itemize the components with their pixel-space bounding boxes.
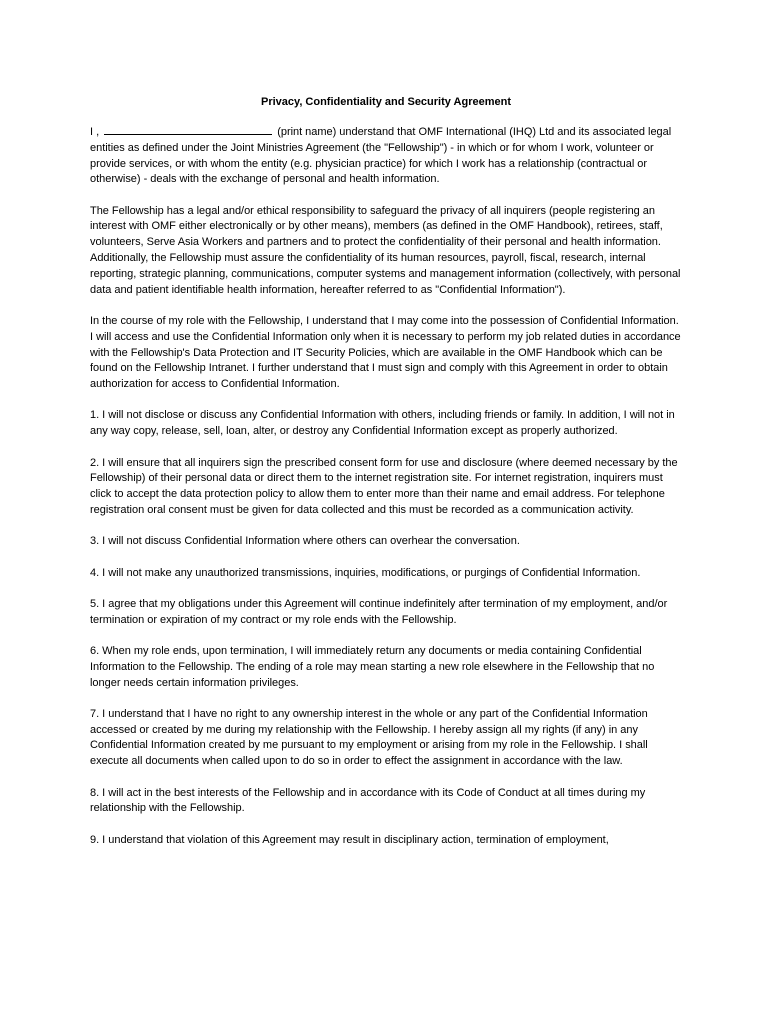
clause-9: 9. I understand that violation of this Agreement may result in disciplinary action, termination of employment, (90, 833, 609, 846)
intro-prefix: I , (90, 126, 100, 138)
clause-3: 3. I will not discuss Confidential Information where others can overhear the conversation. (90, 535, 520, 548)
intro-suffix: (print name) understand that OMF International (IHQ) Ltd and its associated legal entities as defined under the Joint Ministries Agreement (the "Fellowship") - in which or for whom I work, volunteer or provide services, or with whom the entity (e.g. physician practice) for which I work has a relationship (contractual or otherwise) - deals with the exchange of personal and health information. (90, 126, 672, 186)
role-paragraph-continuation: authorization for access to Confidential Information. (90, 378, 340, 391)
document-title: Privacy, Confidentiality and Security Agreement (260, 96, 511, 108)
document-body (90, 94, 682, 864)
intro-paragraph (90, 124, 682, 188)
role-paragraph (90, 314, 682, 393)
clause-1: 1. I will not disclose or discuss any Confidential Information with others, including friends or family. In addition, I will not in any way copy, release, sell, loan, alter, or destroy any Confidential Information except as properly authorized. (90, 409, 675, 438)
clause-4: 4. I will not make any unauthorized transmissions, inquiries, modifications, or purgings of Confidential Information. (90, 566, 641, 579)
print-name-blank (104, 124, 272, 135)
clause-5: 5. I agree that my obligations under this Agreement will continue indefinitely after termination of my employment, and/or termination or expiration of my contract or my role ends with the Fellowship. (90, 597, 668, 626)
clause-6: 6. When my role ends, upon termination, I will immediately return any documents or media containing Confidential Information to the Fellowship. The ending of a role may mean starting a new role elsewhere in the Fellowship that no longer needs certain information privileges. (90, 644, 655, 689)
clause-8: 8. I will act in the best interests of the Fellowship and in accordance with its Code of Conduct at all times during my relationship with the Fellowship. (90, 786, 646, 815)
clause-7: 7. I understand that I have no right to any ownership interest in the whole or any part of the Confidential Information accessed or created by me during my relationship with the Fellowship. I hereby assign all my rights (if any) in any Confidential Information created by me pursuant to my employment or arising from my role in the Fellowship. I shall execute all documents when called upon to do so in order to effect the assignment in accordance with the law. (90, 707, 648, 768)
role-paragraph-main: In the course of my role with the Fellowship, I understand that I may come into the possession of Confidential Information. I will access and use the Confidential Information only when it is necessary to perform my job related duties in accordance with the Fellowship's Data Protection and IT Security Policies, which are available in the OMF Handbook which can be found on the Fellowship Intranet. I further understand that I must sign and comply with this Agreement in order to obtain (90, 314, 681, 375)
clause-2: 2. I will ensure that all inquirers sign the prescribed consent form for use and disclosure (where deemed necessary by the Fellowship) of their personal data or direct them to the internet registration site. For internet registration, inquirers must click to accept the data protection policy to allow them to enter more than their name and email address. For telephone registration oral consent must be given for data collected and this must be recorded as a communication activity. (90, 456, 678, 516)
responsibility-paragraph: The Fellowship has a legal and/or ethical responsibility to safeguard the privacy of all inquirers (people registering an interest with OMF either electronically or by other means), members (as defined in the OMF Handbook), retirees, staff, volunteers, Serve Asia Workers and partners and to protect the confidentiality of their personal and health information. Additionally, the Fellowship must assure the confidentiality of its human resources, payroll, fiscal, research, internal reporting, strategic planning, communications, computer systems and management information (collectively, with personal data and patient identifiable health information, hereafter referred to as "Confidential Information"). (90, 204, 681, 296)
